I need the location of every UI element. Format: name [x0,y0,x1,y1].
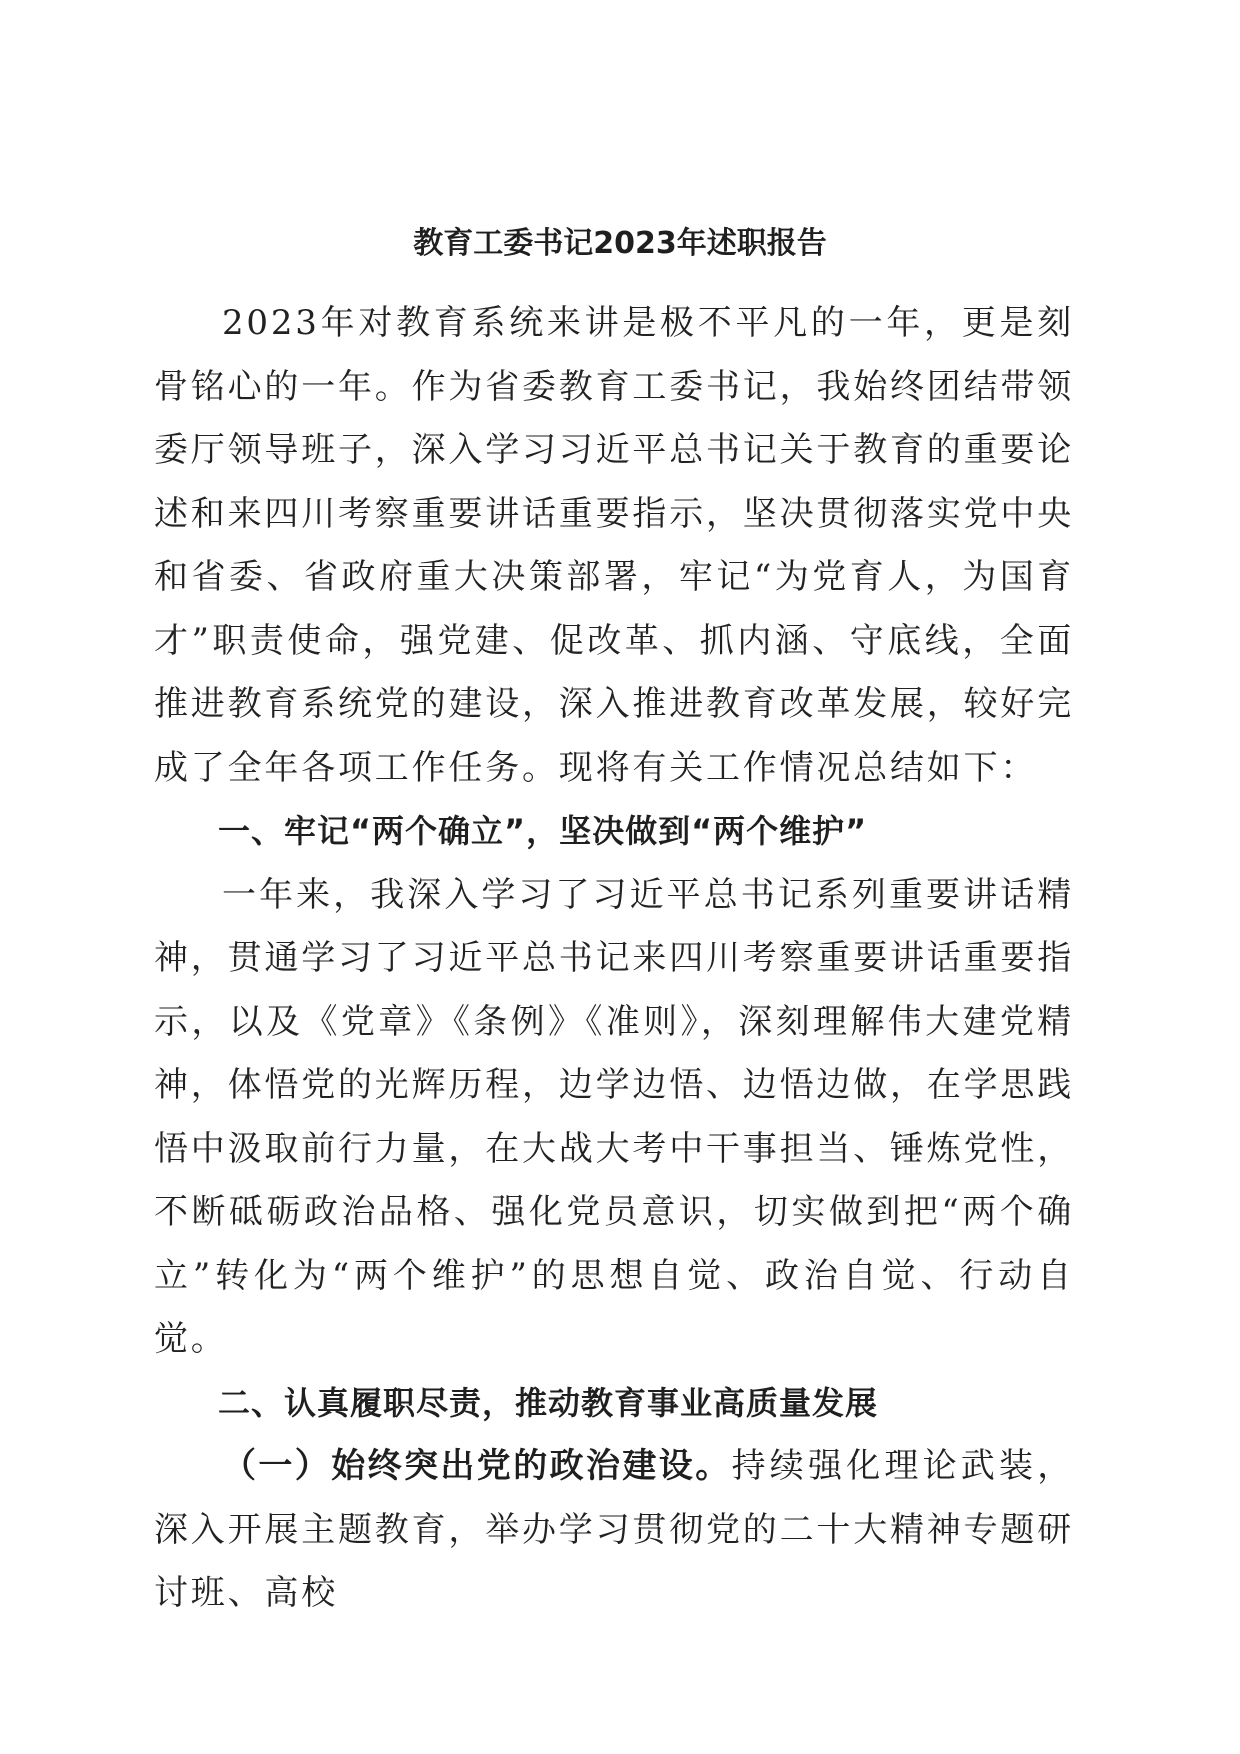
section-1-paragraph: 一年来，我深入学习了习近平总书记系列重要讲话精神，贯通学习了习近平总书记来四川考察重要讲话重要指示，以及《党章》《条例》《准则》，深刻理解伟大建党精神，体悟党的光辉历程，边学边悟、边悟边做，在学思践悟中汲取前行力量，在大战大考中干事担当、锤炼党性，不断砥砺政治品格、强化党员意识，切实做到把“两个确立”转化为“两个维护”的思想自觉、政治自觉、行动自觉。 [154,874,1074,1359]
section-2-subsection-1-paragraph [154,1435,1074,1626]
document-body [154,292,1074,1626]
section-1-heading: 一、牢记“两个确立”，坚决做到“两个维护” [218,812,868,850]
section-2-heading: 二、认真履职尽责，推动教育事业高质量发展 [218,1383,879,1422]
document-title: 教育工委书记2023年述职报告 [413,226,827,261]
subsection-1-lead: （一）始终突出党的政治建设。 [222,1446,732,1486]
subsection-1-body: 持续强化理论武装，深入开展主题教育，举办学习贯彻党的二十大精神专题研讨班、高校 [154,1446,1075,1613]
intro-paragraph: 2023年对教育系统来讲是极不平凡的一年，更是刻骨铭心的一年。作为省委教育工委书记，我始终团结带领委厅领导班子，深入学习习近平总书记关于教育的重要论述和来四川考察重要讲话重要指示，坚决贯彻落实党中央和省委、省政府重大决策部署，牢记“为党育人，为国育才”职责使命，强党建、促改革、抓内涵、守底线，全面推进教育系统党的建设，深入推进教育改革发展，较好完成了全年各项工作任务。现将有关工作情况总结如下： [154,303,1074,788]
